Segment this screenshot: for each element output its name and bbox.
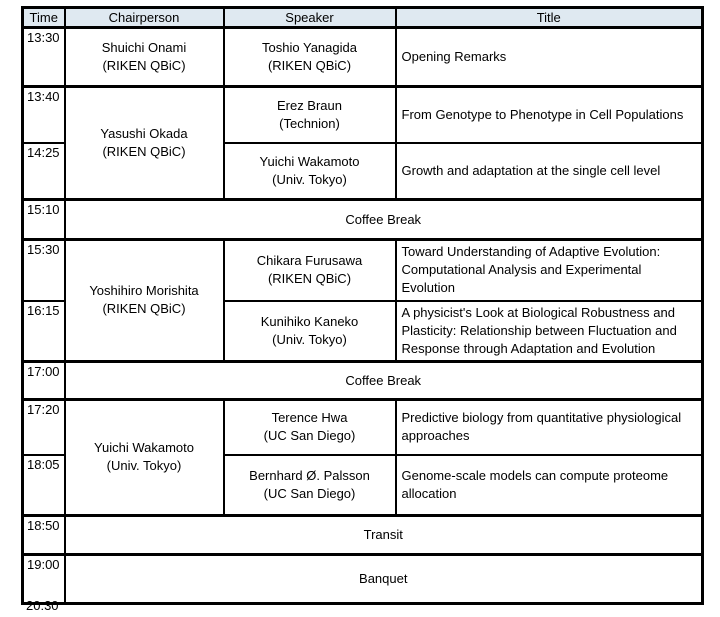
- speaker-name: Yuichi Wakamoto: [259, 153, 360, 169]
- speaker-name: Erez Braun: [276, 97, 343, 113]
- time-cell: 14:25: [23, 143, 65, 200]
- break-row: [23, 200, 703, 240]
- column-header-chairperson: Chairperson: [65, 8, 224, 28]
- speaker-cell: [224, 455, 396, 515]
- speaker-affiliation: (UC San Diego): [263, 485, 356, 501]
- banquet-row: [23, 554, 703, 603]
- speaker-name: Bernhard Ø. Palsson: [249, 467, 370, 483]
- speaker-affiliation: (Technion): [279, 115, 340, 131]
- time-cell: 19:00: [23, 554, 65, 603]
- time-cell: 17:00: [23, 361, 65, 399]
- talk-title-cell: From Genotype to Phenotype in Cell Populations: [396, 87, 703, 143]
- column-header-title: Title: [396, 8, 703, 28]
- end-time-label: 20:30: [26, 598, 59, 613]
- transit-cell: Transit: [65, 515, 703, 554]
- speaker-name: Kunihiko Kaneko: [260, 313, 359, 329]
- time-cell: 13:30: [23, 28, 65, 87]
- speaker-cell: [224, 143, 396, 200]
- time-cell: 18:05: [23, 455, 65, 515]
- banquet-cell: Banquet: [65, 554, 703, 603]
- chairperson-name: Yuichi Wakamoto: [94, 440, 194, 455]
- transit-row: [23, 515, 703, 554]
- time-cell: 16:15: [23, 301, 65, 362]
- chairperson-name: Yoshihiro Morishita: [89, 283, 199, 299]
- speaker-name: Toshio Yanagida: [262, 40, 357, 55]
- chairperson-affiliation: (RIKEN QBiC): [102, 58, 186, 73]
- talk-title-cell: A physicist's Look at Biological Robustness and Plasticity: Relationship between Fluctuation and Response through Adaptation and Evolution: [396, 301, 703, 362]
- talk-title-cell: Predictive biology from quantitative physiological approaches: [396, 399, 703, 455]
- talk-title-cell: Opening Remarks: [396, 28, 703, 87]
- chairperson-cell: [65, 399, 224, 515]
- column-header-time: Time: [23, 8, 65, 28]
- coffee-break-cell: Coffee Break: [65, 200, 703, 240]
- break-row: [23, 361, 703, 399]
- chairperson-cell: [65, 87, 224, 200]
- session-row: [23, 28, 703, 87]
- speaker-cell: [224, 240, 396, 301]
- header-row: [23, 8, 703, 28]
- chairperson-name: Shuichi Onami: [101, 40, 187, 55]
- column-header-speaker: Speaker: [224, 8, 396, 28]
- chairperson-cell: [65, 28, 224, 87]
- coffee-break-cell: Coffee Break: [65, 361, 703, 399]
- chairperson-name: Yasushi Okada: [100, 126, 188, 141]
- chairperson-cell: [65, 240, 224, 362]
- speaker-affiliation: (UC San Diego): [263, 428, 356, 444]
- speaker-affiliation: (Univ. Tokyo): [272, 331, 347, 347]
- speaker-name: Terence Hwa: [271, 410, 348, 426]
- speaker-cell: [224, 28, 396, 87]
- talk-title-cell: Growth and adaptation at the single cell level: [396, 143, 703, 200]
- speaker-cell: [224, 301, 396, 362]
- chairperson-affiliation: (RIKEN QBiC): [102, 301, 186, 317]
- schedule-table: [21, 6, 704, 605]
- speaker-cell: [224, 87, 396, 143]
- time-cell: 18:50: [23, 515, 65, 554]
- time-cell: 15:10: [23, 200, 65, 240]
- speaker-cell: [224, 399, 396, 455]
- time-cell: 15:30: [23, 240, 65, 301]
- speaker-affiliation: (RIKEN QBiC): [267, 58, 352, 73]
- time-cell: 17:20: [23, 399, 65, 455]
- chairperson-affiliation: (Univ. Tokyo): [106, 458, 182, 473]
- speaker-name: Chikara Furusawa: [256, 253, 363, 269]
- speaker-affiliation: (Univ. Tokyo): [272, 171, 347, 187]
- session-row: [23, 87, 703, 143]
- session-row: [23, 399, 703, 455]
- talk-title-cell: Genome-scale models can compute proteome allocation: [396, 455, 703, 515]
- session-row: [23, 240, 703, 301]
- time-cell: 13:40: [23, 87, 65, 143]
- speaker-affiliation: (RIKEN QBiC): [267, 271, 352, 287]
- talk-title-cell: Toward Understanding of Adaptive Evolution: Computational Analysis and Experimental Evolution: [396, 240, 703, 301]
- chairperson-affiliation: (RIKEN QBiC): [102, 144, 186, 159]
